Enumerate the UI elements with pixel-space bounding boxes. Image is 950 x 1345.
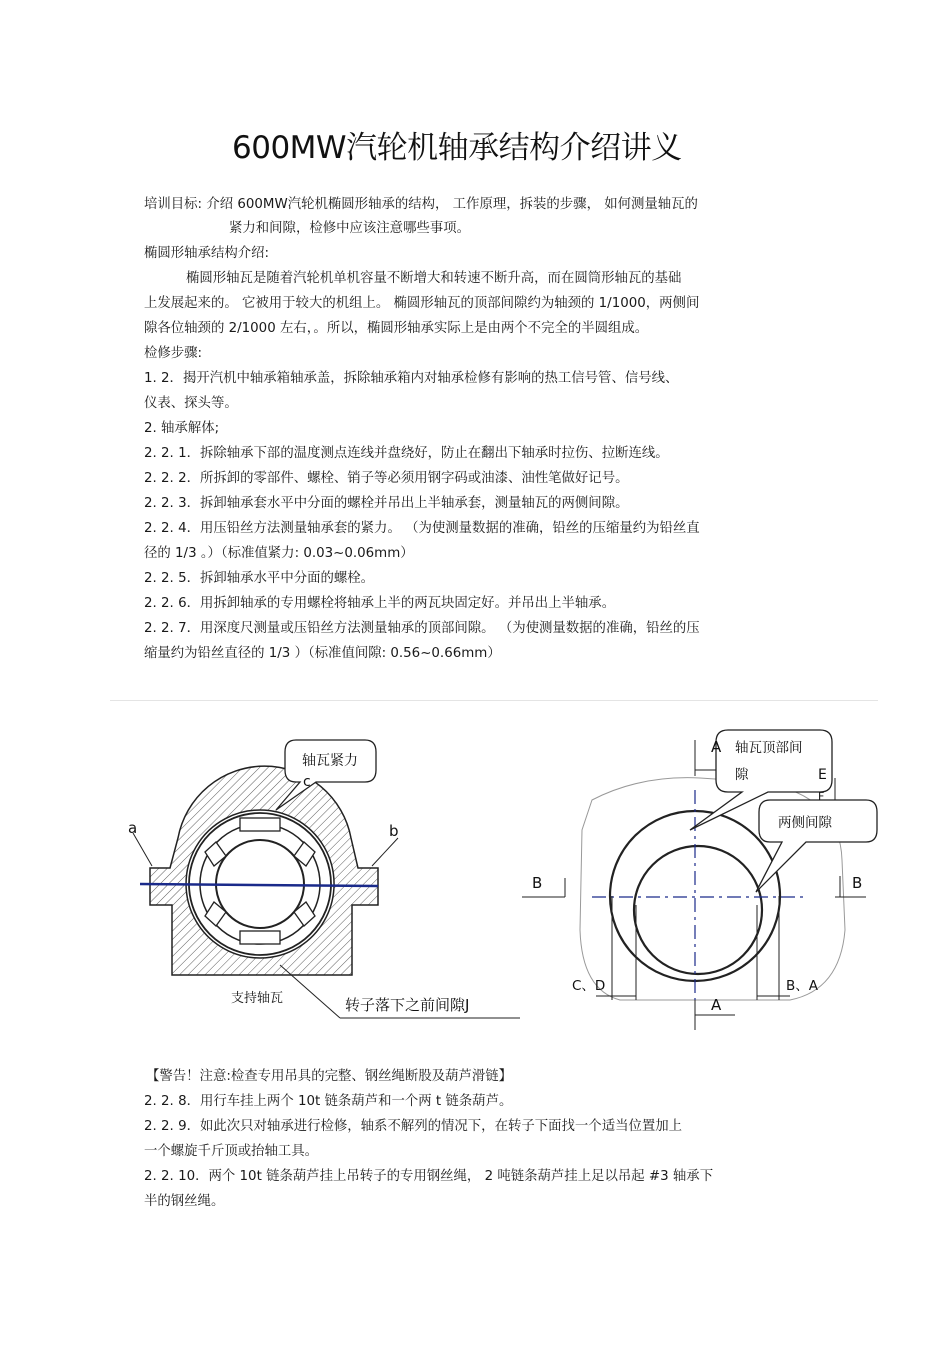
text-line: 1. 2．揭开汽机中轴承箱轴承盖，拆除轴承箱内对轴承检修有影响的热工信号管、信号线、 (144, 371, 679, 386)
label-b: b (389, 822, 399, 840)
text-line: 2. 2. 9．如此次只对轴承进行检修，轴系不解列的情况下，在转子下面找一个适当位置加上 (144, 1119, 683, 1134)
callout-top-gap-line2: 隙 (735, 767, 749, 783)
callout-tightness-text: 轴瓦紧力 (302, 753, 358, 769)
text-line: 培训目标: 介绍 600MW汽轮机椭圆形轴承的结构， 工作原理，拆装的步骤， 如何测量轴瓦的 (144, 197, 698, 212)
pad-top (240, 818, 280, 831)
label-a: a (128, 819, 138, 837)
label-B-right: B (852, 874, 863, 892)
label-B-left: B (532, 874, 543, 892)
text-line: 2. 2. 6．用拆卸轴承的专用螺栓将轴承上半的两瓦块固定好。并吊出上半轴承。 (144, 596, 616, 611)
text-line: 2. 轴承解体; (144, 421, 220, 436)
text-line: 2. 2. 1．拆除轴承下部的温度测点连线并盘绕好，防止在翻出下轴承时拉伤、拉断连线。 (144, 446, 669, 461)
rotor-gap-label: 转子落下之前间隙J (345, 996, 470, 1014)
text-line: 2. 2. 4．用压铅丝方法测量轴承套的紧力。 （为使测量数据的准确，铅丝的压缩量约为铅丝直 (144, 521, 700, 536)
text-line: 椭圆形轴瓦是随着汽轮机单机容量不断增大和转速不断升高，而在圆筒形轴瓦的基础 (186, 271, 682, 286)
label-A-bottom: A (711, 996, 722, 1014)
text-line: 一个螺旋千斤顶或抬轴工具。 (144, 1144, 319, 1159)
label-c: c (303, 774, 311, 790)
page-title: 600MW汽轮机轴承结构介绍讲义 (232, 130, 682, 166)
left-bearing-diagram (128, 740, 520, 1018)
text-line: 径的 1/3 。）（标准值紧力: 0.03~0.06mm） (144, 546, 414, 561)
label-A-top: A (711, 738, 722, 756)
warning-line: 【警告！注意:检查专用吊具的完整、钢丝绳断股及葫芦滑链】 (146, 1069, 513, 1084)
support-bearing-label: 支持轴瓦 (231, 991, 284, 1006)
label-BA: B、A (786, 978, 818, 994)
text-line: 检修步骤: (144, 346, 203, 361)
label-E: E (818, 767, 827, 783)
text-line: 隙各位轴颈的 2/1000 左右，。所以，椭圆形轴承实际上是由两个不完全的半圆组成。 (144, 321, 649, 336)
text-line: 2. 2. 8．用行车挂上两个 10t 链条葫芦和一个两 t 链条葫芦。 (144, 1094, 513, 1109)
journal-circle (634, 846, 762, 974)
text-line: 半的钢丝绳。 (144, 1194, 225, 1209)
text-line: 紧力和间隙，检修中应该注意哪些事项。 (229, 221, 471, 236)
text-line: 2. 2. 7．用深度尺测量或压铅丝方法测量轴承的顶部间隙。 （为使测量数据的准确，铅丝的压 (144, 621, 700, 636)
callout-top-gap-line1: 轴瓦顶部间 (735, 740, 803, 756)
text-line: 仪表、探头等。 (144, 396, 238, 411)
callout-side-gap-text: 两侧间隙 (778, 815, 832, 831)
text-line: 2. 2. 10．两个 10t 链条葫芦挂上吊转子的专用钢丝绳， 2 吨链条葫芦挂上足以吊起 #3 轴承下 (144, 1169, 714, 1184)
text-line: 2. 2. 5．拆卸轴承水平中分面的螺栓。 (144, 571, 375, 586)
text-line: 2. 2. 3．拆卸轴承套水平中分面的螺栓并吊出上半轴承套，测量轴瓦的两侧间隙。 (144, 496, 629, 511)
label-F: F (818, 790, 825, 803)
text-line: 椭圆形轴承结构介绍: (144, 246, 270, 261)
pad-bottom (240, 931, 280, 944)
label-CD: C、D (572, 978, 606, 994)
text-line: 缩量约为铅丝直径的 1/3 ）（标准值间隙: 0.56~0.66mm） (144, 646, 501, 661)
text-line: 上发展起来的。 它被用于较大的机组上。 椭圆形轴瓦的顶部间隙约为轴颈的 1/1000，两侧间 (144, 296, 700, 311)
text-line: 2. 2. 2．所拆卸的零部件、螺栓、销子等必须用钢字码或油漆、油性笔做好记号。 (144, 471, 629, 486)
right-bearing-diagram (522, 730, 877, 1030)
